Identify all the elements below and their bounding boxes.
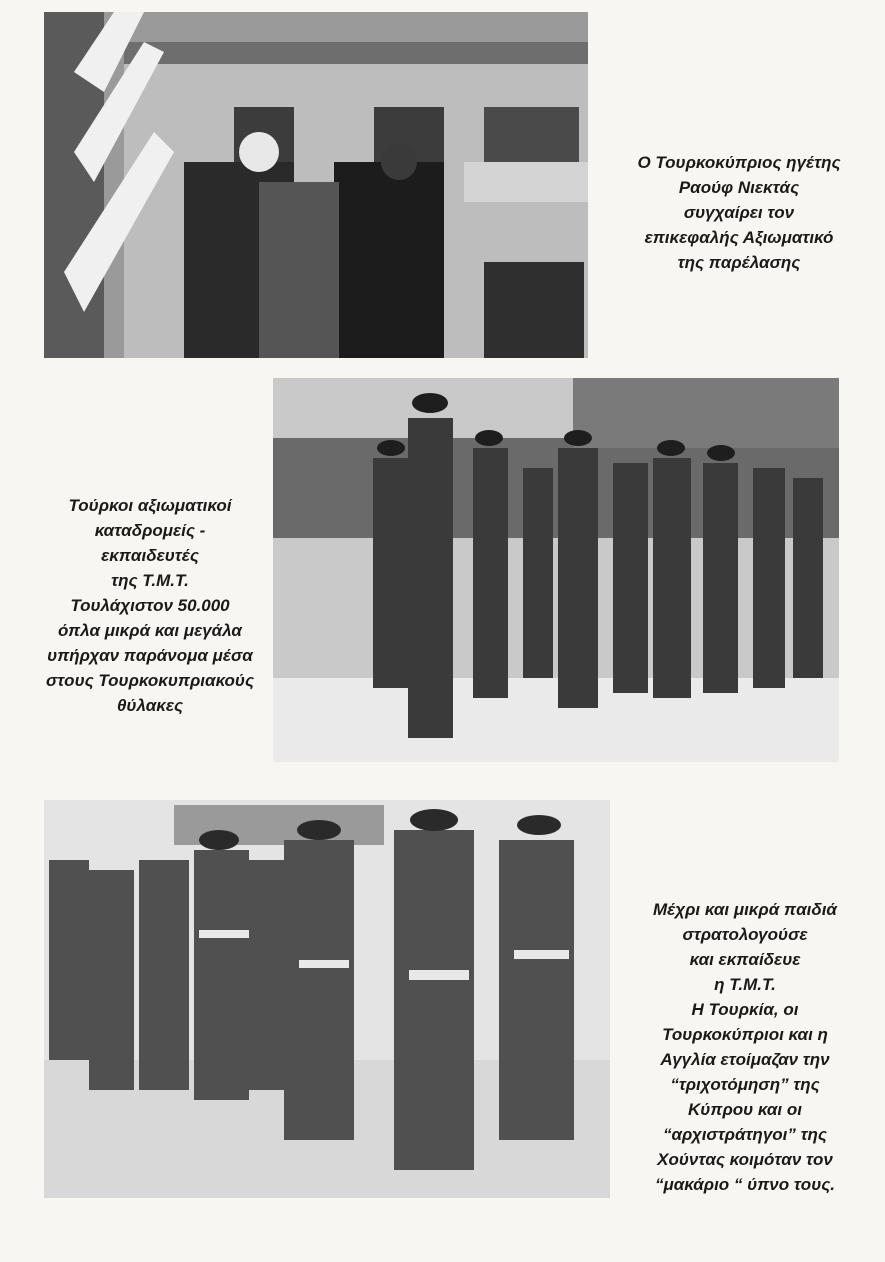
caption-line: “αρχιστράτηγοι” της <box>663 1125 827 1144</box>
caption-line: στρατολογούσε <box>682 925 808 944</box>
caption-line: θύλακες <box>116 696 184 715</box>
caption-line: Χούντας κοιμόταν τον <box>657 1150 833 1169</box>
caption-line: Ραούφ Νιεκτάς <box>678 178 800 197</box>
caption-line: στους Τουρκοκυπριακούς <box>45 671 255 690</box>
caption-line: Μέχρι και μικρά παιδιά <box>653 900 837 919</box>
caption-commandos <box>30 493 270 718</box>
caption-line: Αγγλία ετοίμαζαν την <box>660 1050 830 1069</box>
caption-line: Κύπρου και οι <box>688 1100 802 1119</box>
caption-line: της Τ.Μ.Τ. <box>111 571 189 590</box>
photo-commandos-formation <box>273 378 839 762</box>
caption-line: Τουρκοκύπριοι και η <box>662 1025 828 1044</box>
caption-line: Η Τουρκία, οι <box>691 1000 799 1019</box>
caption-line: και εκπαίδευε <box>689 950 801 969</box>
caption-line: “τριχοτόμηση” της <box>670 1075 820 1094</box>
caption-line: όπλα μικρά και μεγάλα <box>58 621 242 640</box>
caption-line: υπήρχαν παράνομα μέσα <box>47 646 253 665</box>
caption-line: η Τ.Μ.Τ. <box>714 975 776 994</box>
caption-line: εκπαιδευτές <box>101 546 199 565</box>
caption-line: της παρέλασης <box>677 253 801 272</box>
caption-line: Τούρκοι αξιωματικοί <box>68 496 232 515</box>
caption-line: Τουλάχιστον 50.000 <box>70 596 230 615</box>
caption-officer-handshake <box>598 150 880 275</box>
caption-line: καταδρομείς - <box>94 521 206 540</box>
photo-boys-marching <box>44 800 610 1198</box>
caption-line: επικεφαλής Αξιωματικό <box>644 228 834 247</box>
caption-boys-marching <box>610 897 880 1197</box>
caption-line: “μακάριο “ ύπνο τους. <box>654 1175 836 1194</box>
photo-officer-handshake <box>44 12 588 358</box>
caption-line: συγχαίρει τον <box>683 203 795 222</box>
caption-line: Ο Τουρκοκύπριος ηγέτης <box>637 153 841 172</box>
